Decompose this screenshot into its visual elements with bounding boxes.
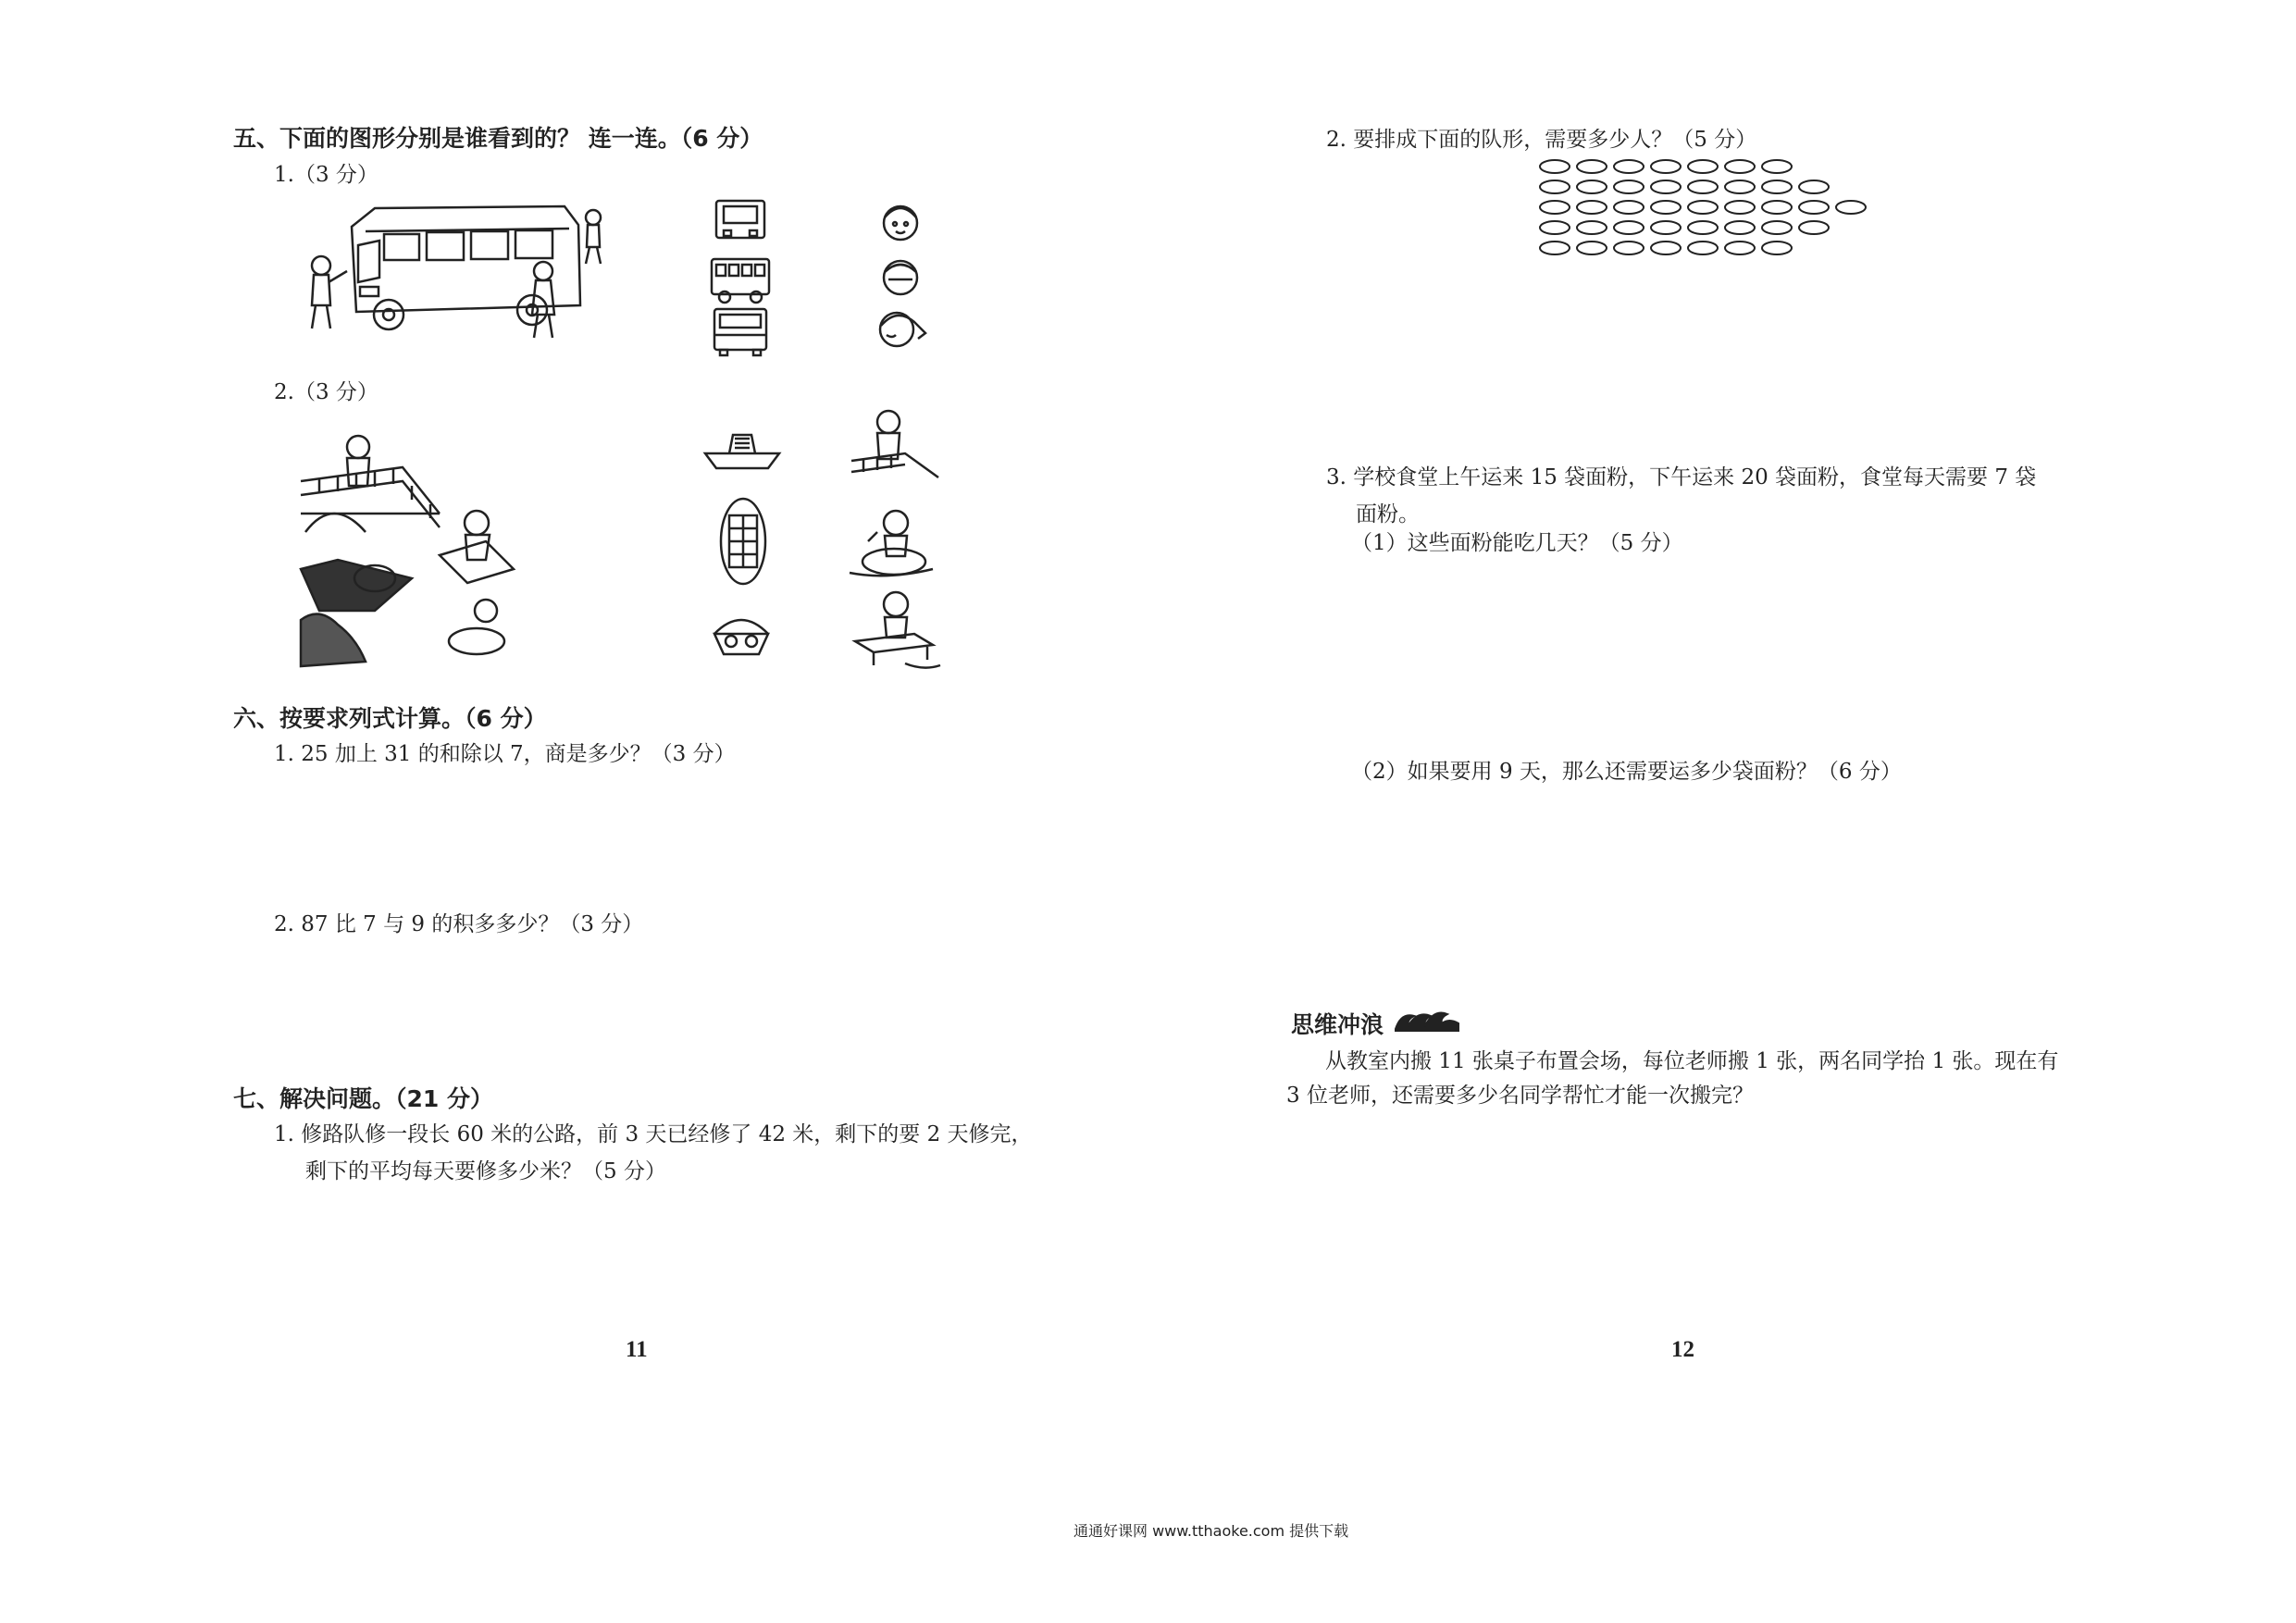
formation-person [1540, 160, 1570, 173]
formation-person [1799, 221, 1829, 234]
formation-person [1762, 201, 1792, 214]
child-head-1-icon[interactable] [877, 199, 924, 249]
formation-person [1799, 180, 1829, 193]
child-head-3-icon[interactable] [874, 307, 931, 359]
right-q3-sub1: （1）这些面粉能吃几天？（5 分） [1351, 531, 1683, 555]
child-in-boat-icon[interactable] [850, 504, 935, 582]
formation-person [1688, 201, 1718, 214]
boat-side-view-icon[interactable] [703, 427, 781, 477]
formation-person [1688, 242, 1718, 254]
thinking-line2: 3 位老师，还需要多少名同学帮忙才能一次搬完？ [1286, 1084, 1754, 1108]
formation-person [1577, 201, 1607, 214]
child-head-2-icon[interactable] [877, 255, 924, 304]
left-page-number: 11 [626, 1337, 648, 1362]
formation-person [1725, 180, 1755, 193]
section-6-q2: 2. 87 比 7 与 9 的积多多少？（3 分） [274, 912, 644, 936]
formation-person [1614, 180, 1644, 193]
formation-person [1799, 201, 1829, 214]
right-q3-line1: 3. 学校食堂上午运来 15 袋面粉，下午运来 20 袋面粉，食堂每天需要 7 袋 [1326, 465, 2037, 489]
section-7-q1-line2: 剩下的平均每天要修多少米？（5 分） [305, 1159, 666, 1183]
formation-person [1725, 201, 1755, 214]
bus-back-view-icon[interactable] [711, 305, 770, 363]
section-5-q2-label: 2.（3 分） [274, 380, 379, 404]
right-q2: 2. 要排成下面的队形，需要多少人？（5 分） [1326, 128, 1757, 152]
formation-person [1577, 180, 1607, 193]
formation-person [1651, 160, 1681, 173]
thinking-title: 思维冲浪 [1291, 1011, 1384, 1038]
section-6-title: 六、按要求列式计算。（6 分） [233, 705, 547, 732]
boat-front-view-icon[interactable] [711, 606, 772, 662]
bus-side-view-icon[interactable] [709, 254, 772, 309]
formation-person [1836, 201, 1866, 214]
footer-credit: 通通好课网 www.tthaoke.com 提供下载 [1074, 1522, 1349, 1540]
formation-diagram [1536, 157, 1888, 263]
bus-front-view-icon[interactable] [713, 197, 768, 249]
formation-person [1577, 221, 1607, 234]
formation-person [1614, 242, 1644, 254]
section-7-title: 七、解决问题。（21 分） [233, 1085, 493, 1112]
section-6-q1: 1. 25 加上 31 的和除以 7，商是多少？（3 分） [274, 742, 736, 766]
formation-person [1614, 201, 1644, 214]
formation-person [1725, 221, 1755, 234]
formation-person [1688, 180, 1718, 193]
formation-person [1577, 242, 1607, 254]
formation-person [1614, 221, 1644, 234]
formation-person [1762, 221, 1792, 234]
wave-icon [1394, 1005, 1460, 1036]
formation-person [1762, 180, 1792, 193]
boat-top-view-icon[interactable] [718, 495, 768, 591]
section-5-q1-label: 1.（3 分） [274, 163, 379, 187]
formation-person [1651, 201, 1681, 214]
formation-person [1725, 242, 1755, 254]
thinking-line1: 从教室内搬 11 张桌子布置会场，每位老师搬 1 张，两名同学抬 1 张。现在有 [1325, 1049, 2059, 1073]
formation-person [1762, 160, 1792, 173]
formation-person [1651, 221, 1681, 234]
child-on-bridge-icon[interactable] [850, 407, 942, 485]
formation-person [1688, 221, 1718, 234]
formation-person [1651, 242, 1681, 254]
right-q3-line2: 面粉。 [1356, 502, 1420, 527]
formation-person [1540, 221, 1570, 234]
formation-person [1540, 180, 1570, 193]
right-page-number: 12 [1671, 1337, 1694, 1362]
formation-person [1762, 242, 1792, 254]
river-scene-illustration [301, 430, 523, 675]
formation-person [1651, 180, 1681, 193]
child-at-table-icon[interactable] [850, 588, 942, 676]
formation-person [1540, 242, 1570, 254]
formation-person [1540, 201, 1570, 214]
formation-person [1614, 160, 1644, 173]
section-7-q1-line1: 1. 修路队修一段长 60 米的公路，前 3 天已经修了 42 米，剩下的要 2 天修完， [274, 1122, 1033, 1146]
formation-person [1577, 160, 1607, 173]
bus-scene-illustration [301, 190, 634, 360]
formation-person [1688, 160, 1718, 173]
section-5-title: 五、下面的图形分别是谁看到的？ 连一连。（6 分） [233, 125, 763, 152]
right-q3-sub2: （2）如果要用 9 天，那么还需要运多少袋面粉？（6 分） [1351, 760, 1902, 784]
formation-person [1725, 160, 1755, 173]
